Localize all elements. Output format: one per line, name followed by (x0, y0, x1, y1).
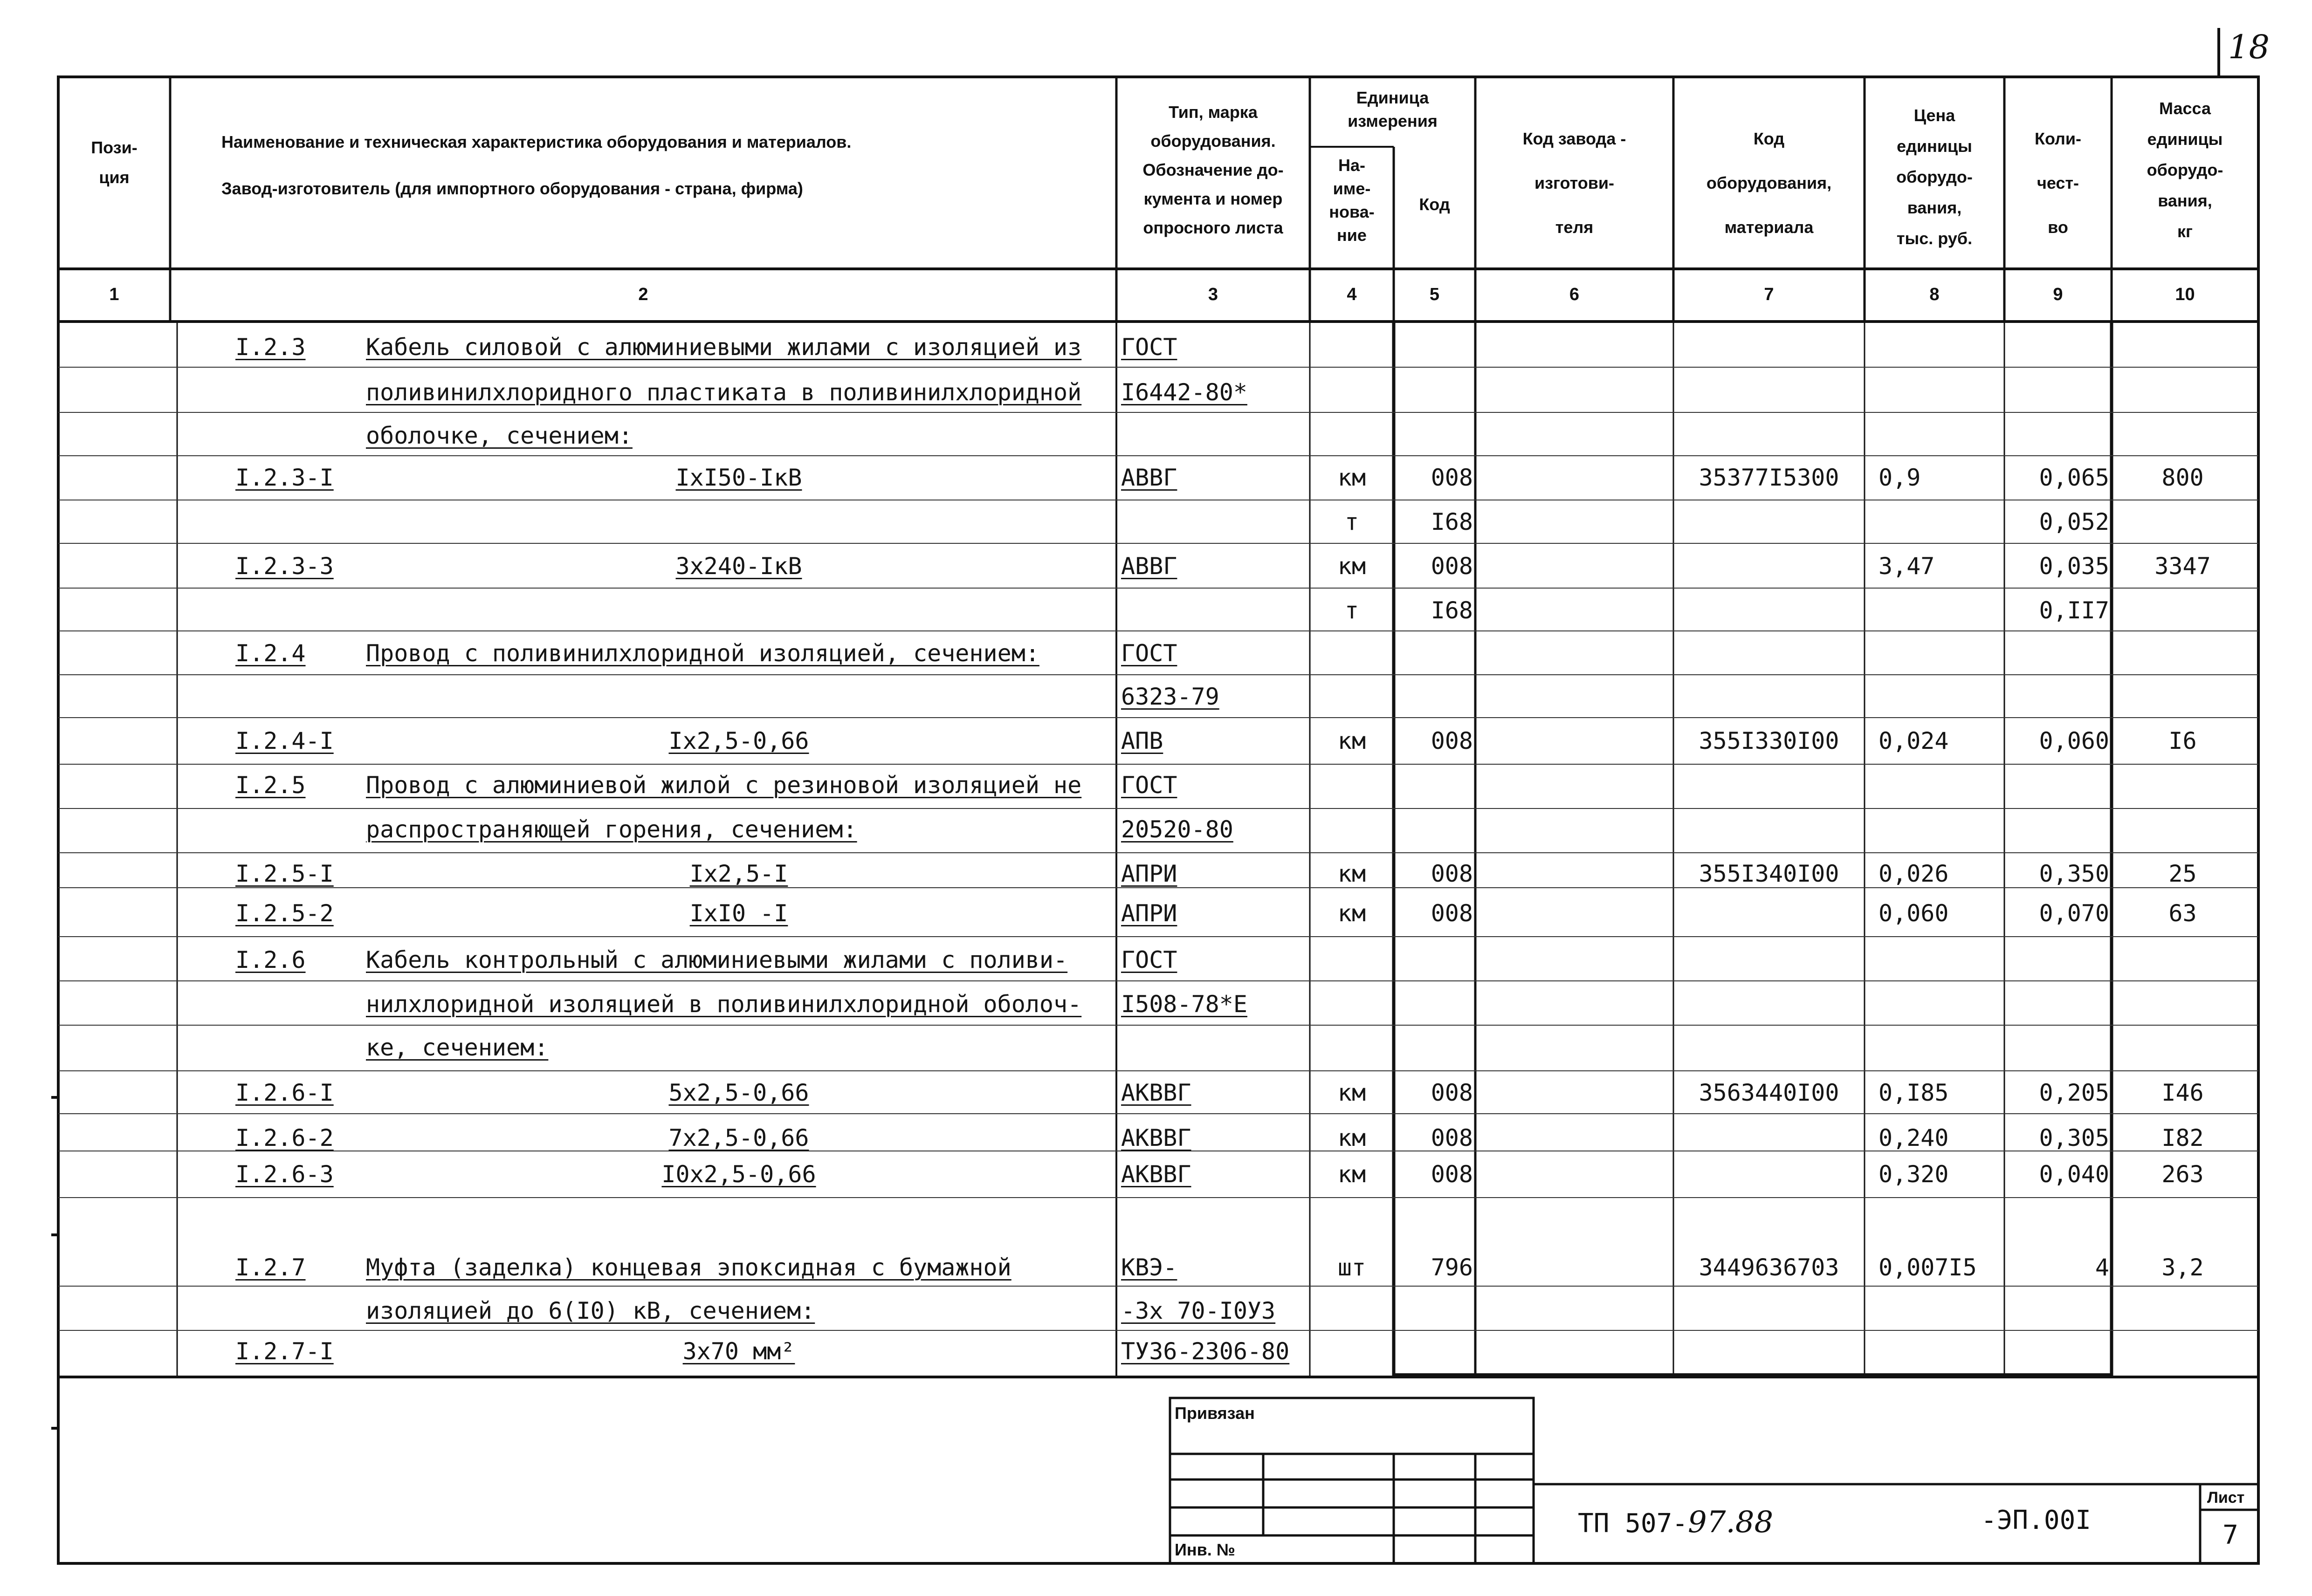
row-9-type: АПВ (1121, 727, 1163, 754)
row-13-code: 008 (1431, 900, 1473, 927)
row-9-equip-code: 355I330I00 (1699, 727, 1839, 754)
row-14-name: Кабель контрольный с алюминиевыми жилами с поливи- (366, 946, 1068, 973)
row-21-qty: 4 (2095, 1254, 2109, 1281)
row-10-pos: I.2.5 (235, 772, 306, 799)
row-5-mass: 3347 (2154, 553, 2211, 580)
row-21-unit: шт (1337, 1254, 1366, 1281)
row-17-price: 0,I85 (1878, 1079, 1949, 1106)
row-4-unit: т (1344, 508, 1359, 535)
row-11-name: распространяющей горения, сечением: (366, 816, 857, 843)
row-13-unit: км (1337, 900, 1366, 927)
row-17-code: 008 (1431, 1079, 1473, 1106)
stamp-privyazan: Привязан (1175, 1404, 1255, 1423)
row-19-price: 0,320 (1878, 1161, 1949, 1188)
row-17-qty: 0,205 (2039, 1079, 2109, 1106)
row-17-pos: I.2.6-I (235, 1079, 334, 1106)
row-19-qty: 0,040 (2039, 1161, 2109, 1188)
row-21-equip-code: 3449636703 (1699, 1254, 1839, 1281)
row-7-pos: I.2.4 (235, 640, 306, 667)
row-17-unit: км (1337, 1079, 1366, 1106)
col-number-10: 10 (2175, 285, 2195, 304)
header-col5: Код (1419, 195, 1450, 214)
row-17-mass: I46 (2161, 1079, 2204, 1106)
header-col6: Код завода - изготови- теля (1522, 129, 1626, 237)
col-number-7: 7 (1764, 285, 1774, 304)
row-0-pos: I.2.3 (235, 334, 306, 361)
row-2-name: оболочке, сечением: (366, 422, 633, 449)
document-suffix: -ЭП.00I (1981, 1505, 2092, 1535)
row-10-type: ГОСТ (1121, 772, 1177, 799)
row-9-mass: I6 (2168, 727, 2197, 754)
header-col8: Цена единицы оборудо- вания, тыс. руб. (1896, 106, 1973, 248)
row-9-code: 008 (1431, 727, 1473, 754)
row-5-name: 3x240-IкВ (675, 553, 802, 580)
row-21-pos: I.2.7 (235, 1254, 306, 1281)
row-9-unit: км (1337, 727, 1366, 754)
row-3-qty: 0,065 (2039, 464, 2109, 491)
row-19-mass: 263 (2161, 1161, 2204, 1188)
row-3-mass: 800 (2161, 464, 2204, 491)
row-0-name: Кабель силовой с алюминиевыми жилами с изоляцией из (366, 334, 1082, 361)
row-7-type: ГОСТ (1121, 640, 1177, 667)
row-18-pos: I.2.6-2 (235, 1124, 334, 1151)
row-3-name: IxI50-IкВ (675, 464, 802, 491)
row-3-unit: км (1337, 464, 1366, 491)
row-19-code: 008 (1431, 1161, 1473, 1188)
row-17-name: 5x2,5-0,66 (668, 1079, 809, 1106)
row-18-name: 7x2,5-0,66 (668, 1124, 809, 1151)
col-number-1: 1 (109, 285, 119, 304)
document-designation: ТП 507-97.88 (1578, 1505, 1774, 1540)
row-10-name: Провод с алюминиевой жилой с резиновой изоляцией не (366, 772, 1082, 799)
row-1-name: поливинилхлоридного пластиката в поливинилхлоридной (366, 379, 1082, 406)
row-23-pos: I.2.7-I (235, 1338, 334, 1365)
row-3-pos: I.2.3-I (235, 464, 334, 491)
row-23-type: ТУ36-2306-80 (1121, 1338, 1290, 1365)
row-12-qty: 0,350 (2039, 860, 2109, 887)
list-label: Лист (2207, 1489, 2245, 1507)
row-18-mass: I82 (2161, 1124, 2204, 1151)
row-13-name: IxI0 -I (689, 900, 788, 927)
row-21-mass: 3,2 (2161, 1254, 2204, 1281)
row-6-code: I68 (1431, 597, 1473, 624)
row-12-unit: км (1337, 860, 1366, 887)
header-col4: На- име- нова- ние (1329, 156, 1375, 245)
row-19-pos: I.2.6-3 (235, 1161, 334, 1188)
col-number-5: 5 (1429, 285, 1440, 304)
row-3-code: 008 (1431, 464, 1473, 491)
row-5-qty: 0,035 (2039, 553, 2109, 580)
row-12-name: Ix2,5-I (689, 860, 788, 887)
row-13-price: 0,060 (1878, 900, 1949, 927)
row-15-name: нилхлоридной изоляцией в поливинилхлоридной оболоч- (366, 991, 1082, 1018)
row-9-qty: 0,060 (2039, 727, 2109, 754)
row-12-mass: 25 (2168, 860, 2197, 887)
row-21-price: 0,007I5 (1878, 1254, 1977, 1281)
row-13-pos: I.2.5-2 (235, 900, 334, 927)
row-5-code: 008 (1431, 553, 1473, 580)
row-22-name: изоляцией до 6(I0) кВ, сечением: (366, 1297, 815, 1324)
row-6-unit: т (1344, 597, 1359, 624)
row-4-qty: 0,052 (2039, 508, 2109, 535)
row-18-qty: 0,305 (2039, 1124, 2109, 1151)
row-19-type: АКВВГ (1121, 1161, 1191, 1188)
sheet-corner-number: 18 (2228, 28, 2270, 66)
row-17-equip-code: 3563440I00 (1699, 1079, 1839, 1106)
row-9-price: 0,024 (1878, 727, 1949, 754)
header-unit-group: Единица измерения (1348, 88, 1438, 130)
row-0-type: ГОСТ (1121, 334, 1177, 361)
row-15-type: I508-78*Е (1121, 991, 1247, 1018)
row-4-code: I68 (1431, 508, 1473, 535)
row-3-type: АВВГ (1121, 464, 1177, 491)
row-3-equip-code: 35377I5300 (1699, 464, 1839, 491)
col-number-8: 8 (1929, 285, 1940, 304)
stamp-inv-number: Инв. № (1175, 1540, 1235, 1559)
row-5-pos: I.2.3-3 (235, 553, 334, 580)
row-5-unit: км (1337, 553, 1366, 580)
row-9-name: Ix2,5-0,66 (668, 727, 809, 754)
col-number-9: 9 (2053, 285, 2063, 304)
row-13-qty: 0,070 (2039, 900, 2109, 927)
row-12-code: 008 (1431, 860, 1473, 887)
row-21-name: Муфта (заделка) концевая эпоксидная с бумажной (366, 1254, 1012, 1281)
row-5-price: 3,47 (1878, 553, 1935, 580)
row-18-type: АКВВГ (1121, 1124, 1191, 1151)
row-9-pos: I.2.4-I (235, 727, 334, 754)
row-7-name: Провод с поливинилхлоридной изоляцией, сечением: (366, 640, 1039, 667)
row-12-type: АПРИ (1121, 860, 1177, 887)
row-12-equip-code: 355I340I00 (1699, 860, 1839, 887)
col-number-6: 6 (1569, 285, 1580, 304)
col-number-3: 3 (1208, 285, 1218, 304)
row-23-name: 3x70 мм² (682, 1338, 795, 1365)
row-22-type: -3x 70-I0УЗ (1121, 1297, 1276, 1324)
row-16-name: ке, сечением: (366, 1034, 549, 1061)
col-number-2: 2 (638, 285, 648, 304)
row-13-mass: 63 (2168, 900, 2197, 927)
row-1-type: I6442-80* (1121, 379, 1247, 406)
row-18-price: 0,240 (1878, 1124, 1949, 1151)
row-19-unit: км (1337, 1161, 1366, 1188)
row-6-qty: 0,II7 (2039, 597, 2109, 624)
header-col1: Пози- ция (91, 138, 138, 187)
header-col7: Код оборудования, материала (1706, 129, 1832, 237)
header-col3: Тип, марка оборудования. Обозначение до- кумента и номер опросного листа (1142, 103, 1284, 237)
row-18-code: 008 (1431, 1124, 1473, 1151)
row-17-type: АКВВГ (1121, 1079, 1191, 1106)
row-3-price: 0,9 (1878, 464, 1921, 491)
col-number-4: 4 (1347, 285, 1357, 304)
row-14-pos: I.2.6 (235, 946, 306, 973)
row-21-code: 796 (1431, 1254, 1473, 1281)
row-12-pos: I.2.5-I (235, 860, 334, 887)
header-col9: Коли- чест- во (2034, 129, 2082, 237)
row-8-type: 6323-79 (1121, 683, 1219, 710)
row-14-type: ГОСТ (1121, 946, 1177, 973)
row-19-name: I0x2,5-0,66 (661, 1161, 816, 1188)
header-col2: Наименование и техническая характеристика оборудования и материалов. Завод-изготовитель (для импортного оборудования - страна, фирма) (221, 132, 852, 198)
row-5-type: АВВГ (1121, 553, 1177, 580)
row-11-type: 20520-80 (1121, 816, 1233, 843)
row-13-type: АПРИ (1121, 900, 1177, 927)
row-21-type: КВЭ- (1121, 1254, 1177, 1281)
row-12-price: 0,026 (1878, 860, 1949, 887)
list-number: 7 (2223, 1520, 2238, 1550)
row-18-unit: км (1337, 1124, 1366, 1151)
header-col10: Масса единицы оборудо- вания, кг (2147, 99, 2223, 241)
